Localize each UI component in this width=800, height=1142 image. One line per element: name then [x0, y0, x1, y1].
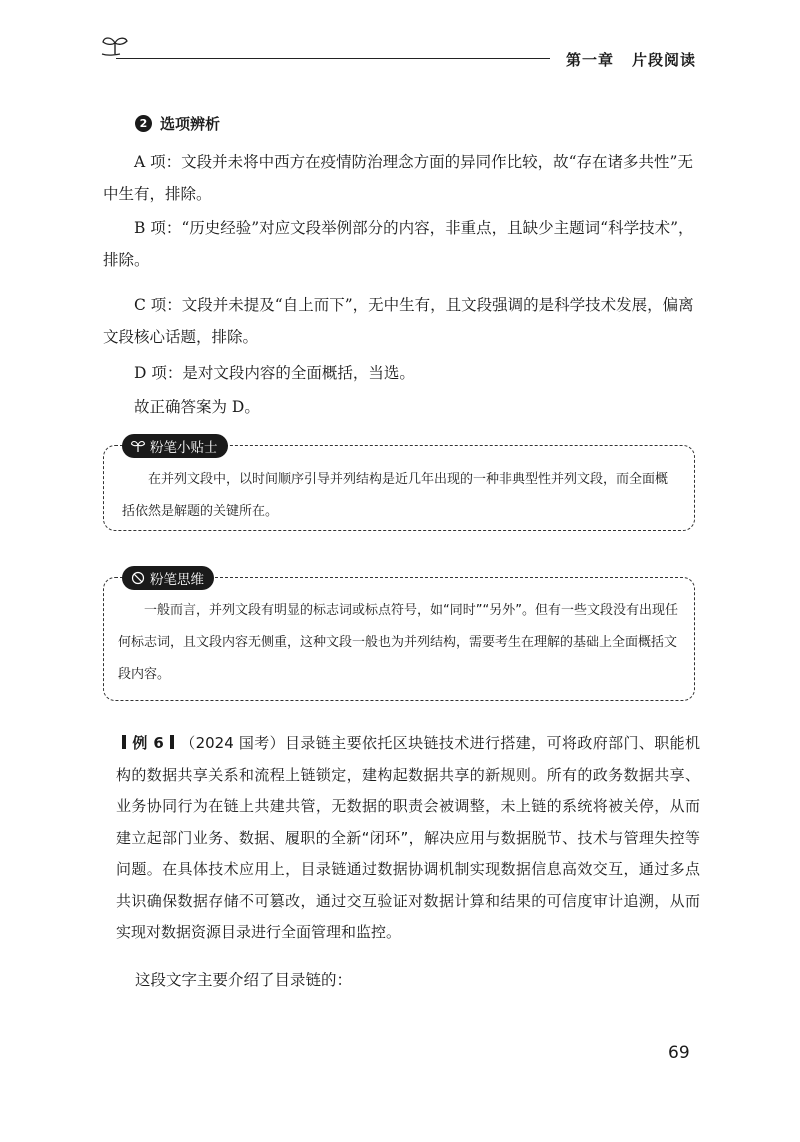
sprout-icon	[100, 34, 130, 56]
tip-box-title: 粉笔小贴士	[150, 440, 218, 456]
example-body: （2024 国考）目录链主要依托区块链技术进行搭建，可将政府部门、职能机构的数据共享关系和流程上链锁定，建构起数据共享的新规则。所有的政务数据共享、业务协同行为在链上共建共管，无数据的职责会被调整，未上链的系统将被关停，从而建立起部门业务、数据、履职的全新“闭环”，解决应用与数据脱节、技术与管理失控等问题。在具体技术应用上，目录链通过数据协调机制实现数据信息高效交互，通过多点共识确保数据存储不可篡改，通过交互验证对数据计算和结果的可信度审计追溯，从而实现对数据资源目录进行全面管理和监控。	[116, 734, 700, 941]
page-number: 69	[668, 1043, 690, 1063]
chapter-title	[566, 49, 696, 70]
thinking-box-label	[122, 566, 214, 590]
sprout-icon	[130, 439, 146, 453]
option-d-analysis: D 项：是对文段内容的全面概括，当选。	[134, 364, 415, 382]
option-c-analysis: C 项：文段并未提及“自上而下”，无中生有，且文段强调的是科学技术发展，偏离文段核心话题，排除。	[103, 296, 694, 346]
tip-box-text: 在并列文段中，以时间顺序引导并列结构是近几年出现的一种非典型性并列文段，而全面概括依然是解题的关键所在。	[122, 472, 669, 519]
ban-icon	[130, 571, 146, 585]
example-tag	[116, 734, 180, 752]
chapter-label: 第一章	[565, 51, 614, 69]
question-stem: 这段文字主要介绍了目录链的：	[135, 971, 353, 989]
header-rule	[116, 58, 550, 59]
page-header	[100, 32, 700, 72]
tip-box	[103, 440, 695, 531]
option-a-analysis: A 项：文段并未将中西方在疫情防治理念方面的异同作比较，故“存在诸多共性”无中生有，排除。	[103, 153, 693, 203]
answer-statement: 故正确答案为 D。	[134, 398, 260, 416]
section-label: 片段阅读	[631, 51, 696, 69]
example-passage	[116, 728, 700, 949]
example-number: 例 6	[132, 734, 164, 752]
step-number-badge: 2	[135, 115, 152, 132]
thinking-box-text: 一般而言，并列文段有明显的标志词或标点符号，如“同时”“另外”。但有一些文段没有出现任何标志词，且文段内容无侧重，这种文段一般也为并列结构，需要考生在理解的基础上全面概括文段内容。	[118, 603, 678, 682]
analysis-heading	[135, 113, 220, 134]
tip-box-label	[122, 434, 228, 458]
thinking-box-title: 粉笔思维	[150, 572, 204, 588]
analysis-heading-text: 选项辨析	[160, 115, 221, 133]
option-b-analysis: B 项：“历史经验”对应文段举例部分的内容，非重点，且缺少主题词“科学技术”，排除。	[103, 219, 694, 269]
thinking-box	[103, 572, 695, 701]
